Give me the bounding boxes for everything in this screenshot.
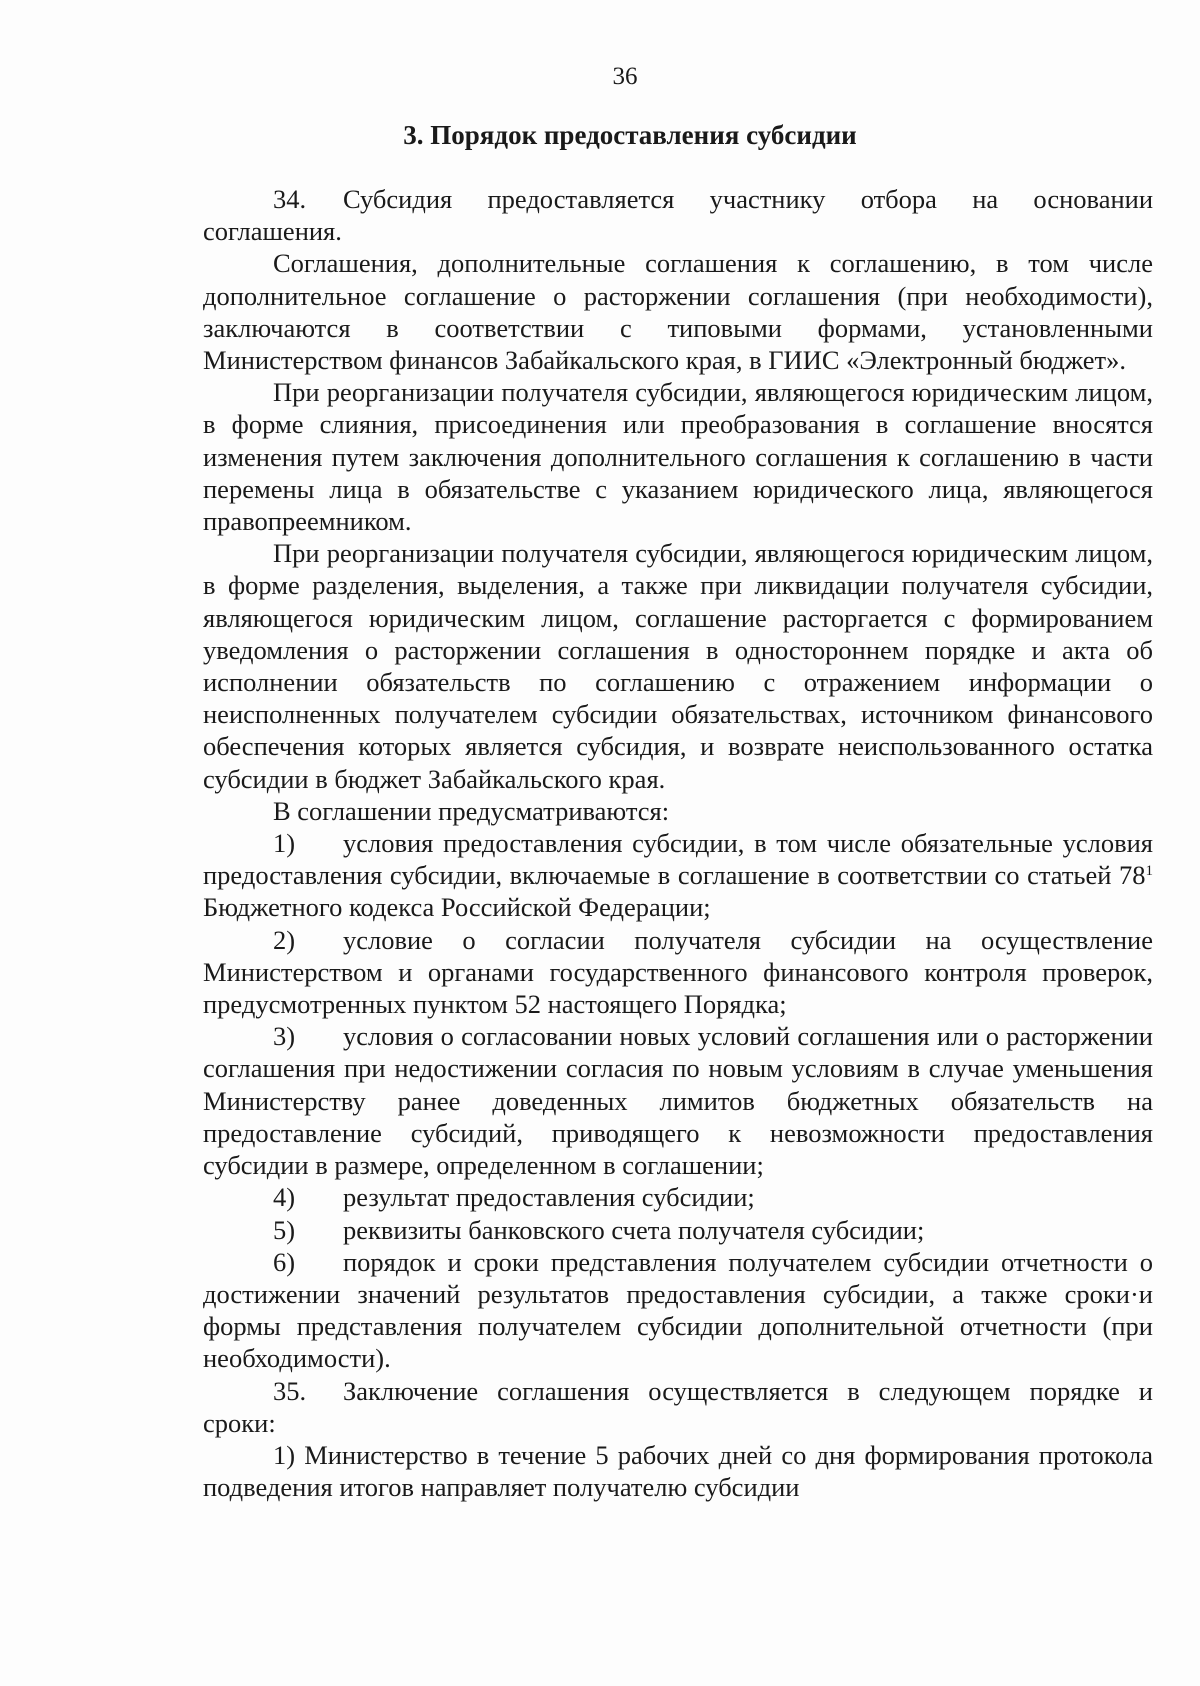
list-item-text-continued: Бюджетного кодекса Российской Федерации;	[203, 892, 711, 923]
paragraph-agreements: Соглашения, дополнительные соглашения к соглашению, в том числе дополнительное соглашение о расторжении соглашения (при необходимости), заключаются в соответствии с типовыми формами, установленными Министерством финансов Забайкальского края, в ГИИС «Электронный бюджет».	[203, 248, 1153, 376]
list-item-1	[203, 827, 1153, 924]
list-item-6	[203, 1246, 1153, 1375]
paragraph-35-item-1: 1) Министерство в течение 5 рабочих дней со дня формирования протокола подведения итогов направляет получателю субсидии	[203, 1439, 1153, 1503]
list-item-number: 4)	[273, 1182, 296, 1213]
list-item-text: условие о согласии получателя субсидии на осуществление Министерством и органами государственного финансового контроля проверок, предусмотренных пунктом 52 настоящего Порядка;	[203, 924, 1153, 1020]
list-item-4	[203, 1181, 1153, 1213]
list-item-number: 2)	[273, 924, 296, 955]
list-item-number: 3)	[273, 1021, 296, 1052]
paragraph-number: 34.	[273, 184, 307, 214]
list-item-text: условия предоставления субсидии, в том числе обязательные условия предоставления субсидии, включаемые в соглашение в соответствии со статьей 78	[203, 828, 1153, 891]
superscript: 1	[1145, 863, 1153, 880]
paragraph-reorganization-merger: При реорганизации получателя субсидии, являющегося юридическим лицом, в форме слияния, присоединения или преобразования в соглашение вносятся изменения путем заключения дополнительного соглашения к соглашению в части перемены лица в обязательстве с указанием юридического лица, являющегося правопреемником.	[203, 377, 1153, 537]
paragraph-34	[203, 183, 1153, 247]
list-item-3	[203, 1020, 1153, 1181]
list-item-number: 6)	[273, 1246, 296, 1277]
list-item-2	[203, 924, 1153, 1021]
list-item-number: 1)	[273, 828, 296, 859]
list-item-text: реквизиты банковского счета получателя субсидии;	[343, 1214, 925, 1245]
paragraph-reorganization-division: При реорганизации получателя субсидии, являющегося юридическим лицом, в форме разделения, выделения, а также при ликвидации получателя субсидии, являющегося юридическим лицом, соглашение расторгается с формированием уведомления о расторжении соглашения в одностороннем порядке и акта об исполнении обязательств по соглашению с отражением информации о неисполненных получателем субсидии обязательствах, источником финансового обеспечения которых является субсидия, и возврате неиспользованного остатка субсидии в бюджет Забайкальского края.	[203, 538, 1153, 794]
list-item-5	[203, 1214, 1153, 1246]
paragraph-agreement-provisions: В соглашении предусматриваются:	[273, 795, 670, 826]
list-item-text: условия о согласовании новых условий соглашения или о расторжении соглашения при недостижении согласия по новым условиям в случае уменьшения Министерству ранее доведенных лимитов бюджетных обязательств на предоставление субсидий, приводящего к невозможности предоставления субсидии в размере, определенном в соглашении;	[203, 1021, 1153, 1181]
paragraph-text: Заключение соглашения осуществляется в следующем порядке и сроки:	[203, 1375, 1153, 1438]
list-item-text: результат предоставления субсидии;	[343, 1182, 755, 1213]
paragraph-number: 35.	[273, 1375, 307, 1406]
document-body	[203, 183, 1153, 1503]
list-item-text: порядок и сроки представления получателем субсидии отчетности о достижении значений результатов предоставления субсидии, а также сроки·и формы представления получателем субсидии дополнительной отчетности (при необходимости).	[203, 1246, 1153, 1374]
page-number: 36	[612, 63, 638, 90]
paragraph-text: Субсидия предоставляется участнику отбора на основании соглашения.	[203, 184, 1153, 247]
section-heading: 3. Порядок предоставления субсидии	[403, 120, 857, 150]
paragraph-35	[203, 1375, 1153, 1439]
list-item-number: 5)	[273, 1214, 296, 1245]
